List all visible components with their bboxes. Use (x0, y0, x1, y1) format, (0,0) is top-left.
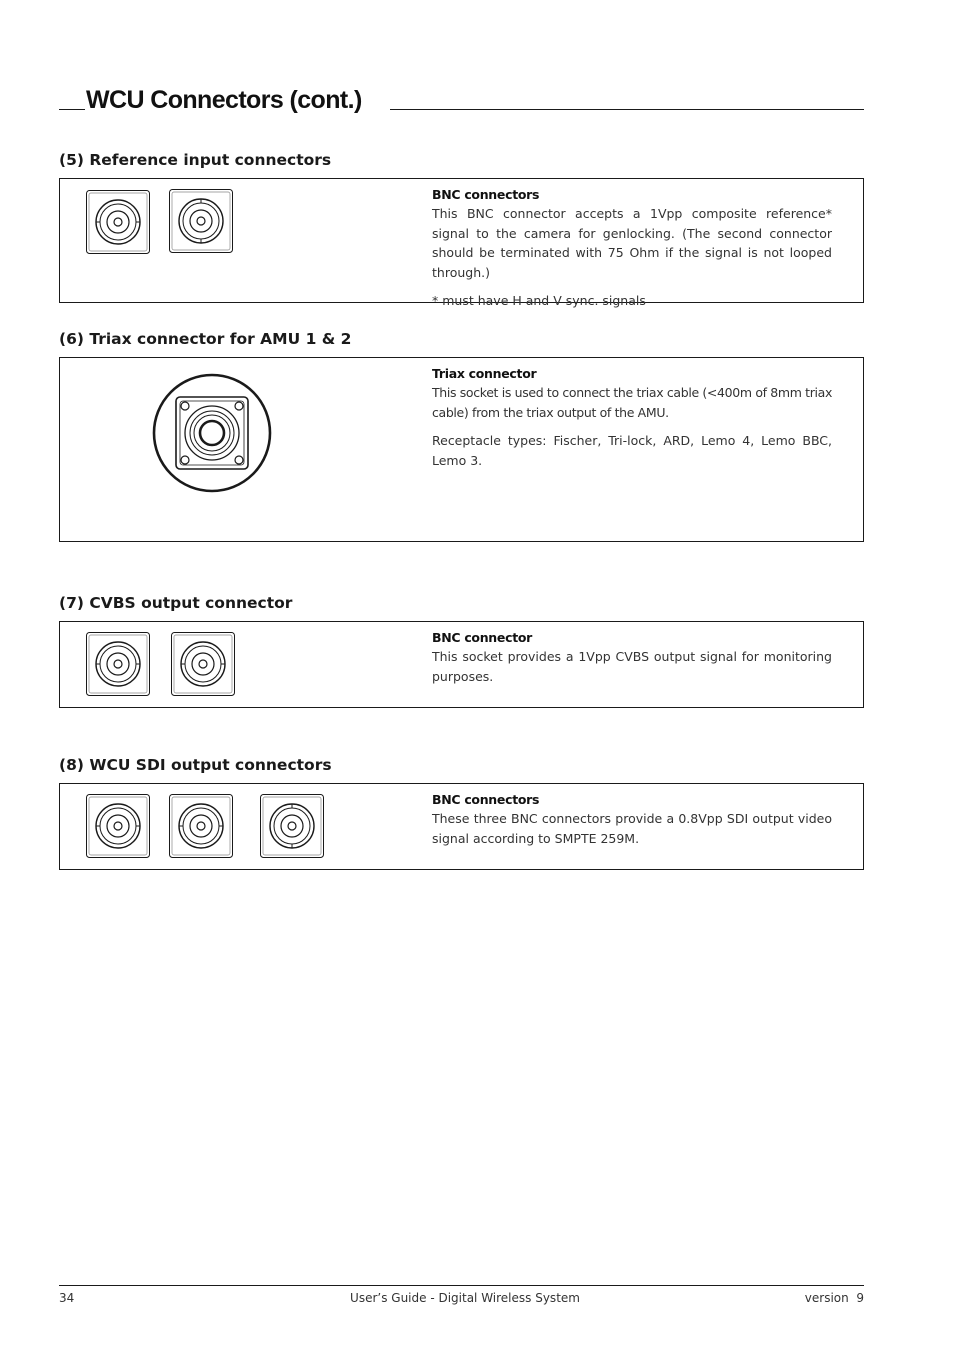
bnc-connector-icon (171, 632, 235, 696)
section-description (432, 364, 832, 470)
description-title: BNC connector (432, 630, 533, 645)
section-heading-reference-input: (5) Reference input connectors (59, 151, 332, 169)
footer-rule (59, 1285, 864, 1286)
section-description (432, 185, 832, 310)
bnc-connector-icon (169, 189, 233, 253)
footnote-text: * must have H and V sync. signals (432, 293, 646, 309)
triax-connector-icon (152, 373, 272, 493)
description-title: BNC connectors (432, 187, 540, 202)
description-text: This socket is used to connect the triax cable (<400m of 8mm triax cable) from the triax output of the AMU. (432, 385, 832, 420)
section-description (432, 628, 832, 686)
page-number: 34 (59, 1291, 75, 1305)
bnc-connector-icon (86, 632, 150, 696)
footer-version: version 9 (804, 1291, 864, 1305)
description-text: This socket provides a 1Vpp CVBS output signal for monitoring purposes. (432, 649, 832, 684)
section-heading-cvbs-output: (7) CVBS output connector (59, 594, 293, 612)
header-rule-right (390, 109, 864, 110)
page-title: WCU Connectors (cont.) (86, 86, 362, 114)
description-title: BNC connectors (432, 792, 540, 807)
bnc-connector-icon (260, 794, 324, 858)
bnc-connector-icon (86, 190, 150, 254)
description-text: Receptacle types: Fischer, Tri-lock, ARD, Lemo 4, Lemo BBC, Lemo 3. (432, 433, 832, 468)
description-text: These three BNC connectors provide a 0.8Vpp SDI output video signal according to SMPTE 259M. (432, 811, 832, 846)
description-text: This BNC connector accepts a 1Vpp composite reference* signal to the camera for genlocking. (The second connector should be terminated with 75 Ohm if the signal is not looped through.) (432, 206, 832, 280)
section-heading-sdi-output: (8) WCU SDI output connectors (59, 756, 332, 774)
header-rule-left (59, 109, 85, 110)
section-box-reference-input (59, 178, 864, 309)
section-heading-triax: (6) Triax connector for AMU 1 & 2 (59, 330, 352, 348)
bnc-connector-icon (86, 794, 150, 858)
page-header (59, 86, 864, 118)
section-box-sdi-output (59, 783, 864, 870)
footer-title: User’s Guide - Digital Wireless System (350, 1291, 580, 1305)
section-box-cvbs-output (59, 621, 864, 708)
description-title: Triax connector (432, 366, 537, 381)
bnc-connector-icon (169, 794, 233, 858)
section-description (432, 790, 832, 848)
section-box-triax (59, 357, 864, 542)
